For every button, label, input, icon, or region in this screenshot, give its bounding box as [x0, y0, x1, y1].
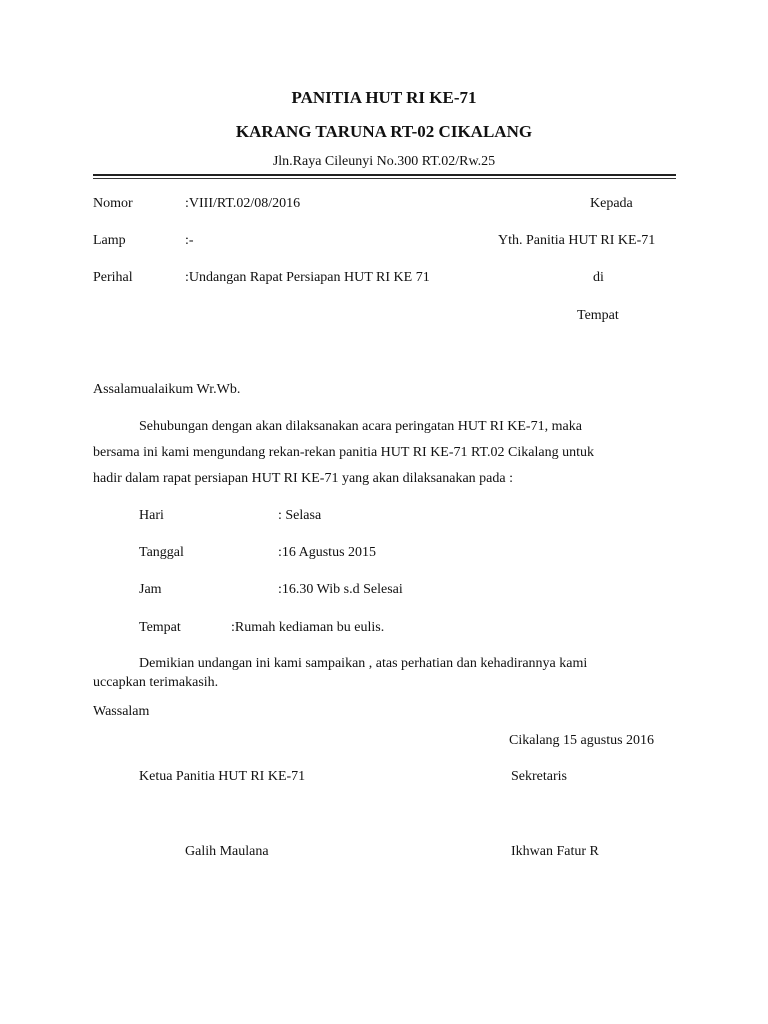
recipient-di: di: [593, 270, 604, 285]
nomor-value: :VIII/RT.02/08/2016: [185, 196, 301, 211]
closing-line-1: Demikian undangan ini kami sampaikan , atas perhatian dan kehadirannya kami: [139, 656, 588, 671]
lamp-value: :-: [185, 233, 194, 248]
closing-line-2: uccapkan terimakasih.: [93, 675, 219, 690]
detail-tempat-value: :Rumah kediaman bu eulis.: [231, 620, 385, 635]
nomor-label: Nomor: [93, 196, 133, 211]
wassalam: Wassalam: [93, 704, 150, 719]
intro-line-2: bersama ini kami mengundang rekan-rekan panitia HUT RI KE-71 RT.02 Cikalang untuk: [93, 445, 594, 460]
detail-hari-label: Hari: [139, 508, 164, 523]
signatory-left-title: Ketua Panitia HUT RI KE-71: [139, 769, 306, 784]
intro-line-1: Sehubungan dengan akan dilaksanakan acara peringatan HUT RI KE-71, maka: [139, 419, 582, 434]
recipient-tempat: Tempat: [577, 308, 619, 323]
signatory-right-title: Sekretaris: [511, 769, 567, 784]
header-rule-top: [93, 174, 676, 176]
header-rule-bottom: [93, 178, 676, 179]
perihal-label: Perihal: [93, 270, 133, 285]
detail-tanggal-value: :16 Agustus 2015: [278, 545, 377, 560]
place-date: Cikalang 15 agustus 2016: [509, 733, 655, 748]
header-address: Jln.Raya Cileunyi No.300 RT.02/Rw.25: [272, 154, 496, 169]
intro-line-3: hadir dalam rapat persiapan HUT RI KE-71 yang akan dilaksanakan pada :: [93, 471, 513, 486]
header-title: PANITIA HUT RI KE-71: [291, 88, 477, 107]
detail-jam-value: :16.30 Wib s.d Selesai: [278, 582, 403, 597]
recipient-kepada: Kepada: [590, 196, 633, 211]
detail-tanggal-label: Tanggal: [139, 545, 184, 560]
recipient-yth: Yth. Panitia HUT RI KE-71: [498, 233, 656, 248]
greeting: Assalamualaikum Wr.Wb.: [93, 382, 241, 397]
lamp-label: Lamp: [93, 233, 126, 248]
signatory-right-name: Ikhwan Fatur R: [511, 844, 599, 859]
header-subtitle: KARANG TARUNA RT-02 CIKALANG: [235, 122, 533, 141]
detail-hari-value: : Selasa: [278, 508, 322, 523]
detail-tempat-label: Tempat: [139, 620, 181, 635]
detail-jam-label: Jam: [139, 582, 162, 597]
perihal-value: :Undangan Rapat Persiapan HUT RI KE 71: [185, 270, 430, 285]
signatory-left-name: Galih Maulana: [185, 844, 269, 859]
